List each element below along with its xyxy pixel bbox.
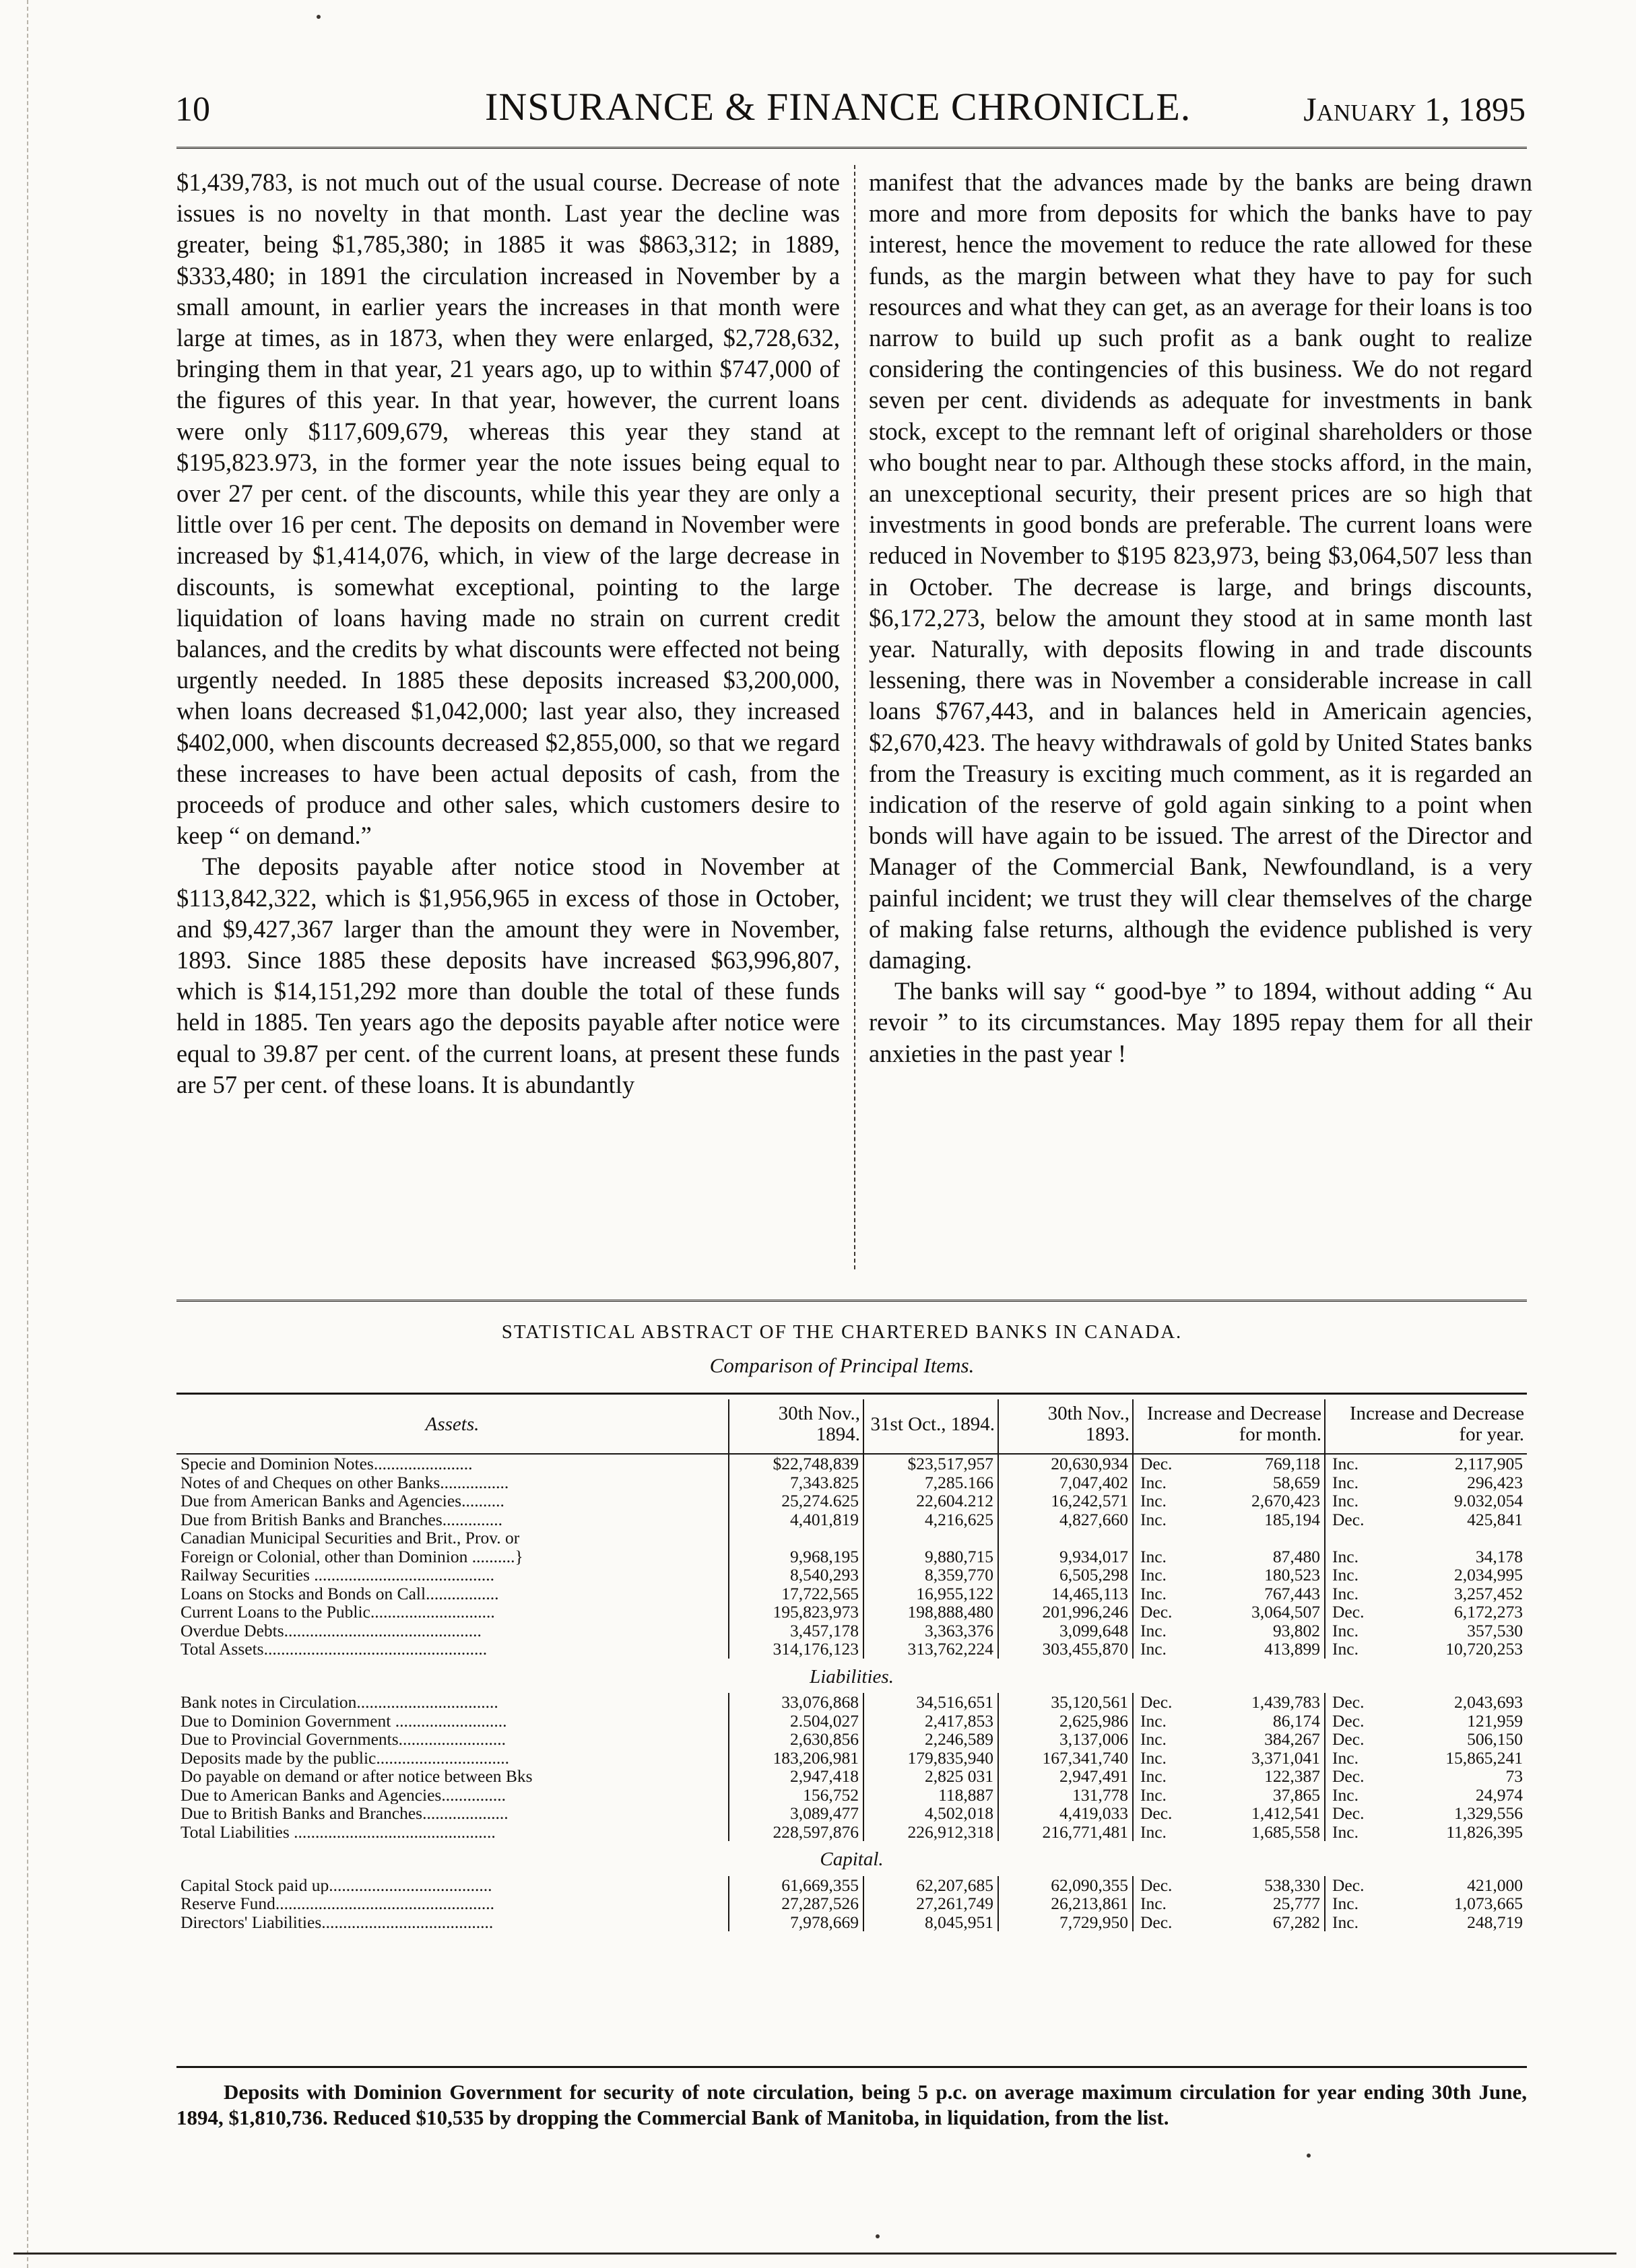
table-cell-month-direction: Dec.: [1133, 1603, 1190, 1622]
table-cell-year-direction: Inc.: [1325, 1622, 1382, 1640]
table-cell-nov-1894: 27,287,526: [729, 1894, 863, 1913]
table-cell-nov-1893: 6,505,298: [998, 1566, 1133, 1585]
table-cell-nov-1894: 156,752: [729, 1786, 863, 1805]
table-cell-month-direction: Inc.: [1133, 1730, 1190, 1749]
table-subtitle: Comparison of Principal Items.: [709, 1354, 975, 1377]
table-cell-year-direction: Dec.: [1325, 1693, 1382, 1712]
table-cell-oct-1894: 313,762,224: [863, 1640, 998, 1659]
table-row: [176, 1804, 1527, 1823]
table-cell-nov-1893: 167,341,740: [998, 1749, 1133, 1768]
table-cell-nov-1893: 35,120,561: [998, 1693, 1133, 1712]
table-cell-year-amount: 425,841: [1467, 1510, 1524, 1529]
table-cell-month-direction: Dec.: [1133, 1454, 1190, 1473]
table-cell-year-direction: Inc.: [1325, 1454, 1382, 1473]
table-row: [176, 1640, 1527, 1659]
table-cell-month-amount: 122,387: [1264, 1767, 1321, 1786]
table-cell-nov-1894: 195,823,973: [729, 1603, 863, 1622]
table-cell-item: Due to Dominion Government ..........................: [181, 1711, 507, 1730]
table-title: STATISTICAL ABSTRACT OF THE CHARTERED BANKS IN CANADA.: [501, 1321, 1183, 1343]
table-cell-month-direction: Inc.: [1133, 1547, 1190, 1566]
table-cell-nov-1893: 7,047,402: [998, 1473, 1133, 1492]
table-cell-month-direction: Inc.: [1133, 1492, 1190, 1510]
table-row: [176, 1876, 1527, 1895]
table-cell-month-direction: Inc.: [1133, 1585, 1190, 1603]
table-cell-year-amount: 1,329,556: [1454, 1804, 1524, 1823]
table-cell-year-amount: 24,974: [1475, 1785, 1524, 1804]
table-body: [176, 1454, 1527, 1931]
table-section-heading: [176, 1841, 1527, 1876]
table-cell-nov-1894: 4,401,819: [729, 1510, 863, 1529]
table-cell-oct-1894: 8,359,770: [863, 1566, 998, 1585]
table-cell-item: Loans on Stocks and Bonds on Call.................: [181, 1584, 499, 1603]
table-cell-nov-1893: 16,242,571: [998, 1492, 1133, 1510]
table-cell-month-direction: Inc.: [1133, 1894, 1190, 1913]
table-cell-item: Due to Provincial Governments.........................: [181, 1730, 506, 1749]
table-cell-nov-1894: 3,089,477: [729, 1804, 863, 1823]
table-cell-month-amount: [1190, 1529, 1325, 1547]
table-cell-item: Reserve Fund...................................................: [181, 1894, 495, 1913]
table-cell-nov-1893: 7,729,950: [998, 1913, 1133, 1932]
table-top-rule: [176, 1393, 1527, 1395]
table-cell-item: Due to British Banks and Branches....................: [181, 1804, 509, 1823]
table-cell-month-amount: 58,659: [1272, 1473, 1321, 1492]
table-row: [176, 1786, 1527, 1805]
table-cell-year-amount: 296,423: [1467, 1473, 1524, 1492]
statistics-table: [176, 1399, 1527, 1931]
table-cell-month-direction: Inc.: [1133, 1749, 1190, 1768]
table-row: [176, 1492, 1527, 1510]
table-cell-nov-1894: 314,176,123: [729, 1640, 863, 1659]
table-cell-item: Due to American Banks and Agencies...............: [181, 1785, 506, 1804]
table-cell-item: Notes of and Cheques on other Banks................: [181, 1473, 509, 1492]
table-cell-year-amount: 6,172,273: [1454, 1603, 1524, 1622]
table-cell-nov-1894: 7,978,669: [729, 1913, 863, 1932]
table-cell-oct-1894: 226,912,318: [863, 1823, 998, 1842]
table-cell-item: Due from British Banks and Branches..............: [181, 1510, 503, 1529]
table-cell-year-direction: [1325, 1529, 1382, 1547]
table-cell-month-amount: 767,443: [1264, 1584, 1321, 1603]
table-cell-year-direction: Inc.: [1325, 1473, 1382, 1492]
table-cell-oct-1894: 2,246,589: [863, 1730, 998, 1749]
section-rule: [176, 1300, 1527, 1304]
table-cell-year-amount: 121,959: [1467, 1711, 1524, 1730]
table-cell-month-amount: 1,439,783: [1251, 1693, 1321, 1712]
table-cell-month-direction: Inc.: [1133, 1566, 1190, 1585]
table-cell-year-direction: Dec.: [1325, 1510, 1382, 1529]
table-cell-year-direction: Inc.: [1325, 1547, 1382, 1566]
table-cell-oct-1894: 34,516,651: [863, 1693, 998, 1712]
table-cell-nov-1893: 20,630,934: [998, 1454, 1133, 1473]
header-nov-1893: 30th Nov., 1893.: [998, 1399, 1133, 1454]
table-cell-nov-1894: 228,597,876: [729, 1823, 863, 1842]
table-cell-month-amount: 1,685,558: [1251, 1822, 1321, 1841]
table-cell-item: Overdue Debts..............................................: [181, 1621, 482, 1640]
table-cell-nov-1893: 216,771,481: [998, 1823, 1133, 1842]
table-cell-year-direction: Dec.: [1325, 1712, 1382, 1731]
header-oct-1894: 31st Oct., 1894.: [863, 1399, 998, 1454]
table-cell-item: Due from American Banks and Agencies..........: [181, 1492, 504, 1510]
table-cell-month-amount: 180,523: [1264, 1566, 1321, 1585]
table-cell-year-amount: 3,257,452: [1454, 1584, 1524, 1603]
table-cell-month-amount: 3,371,041: [1251, 1748, 1321, 1767]
page-header: [162, 84, 1526, 138]
table-cell-item: Do payable on demand or after notice between Bks: [181, 1767, 533, 1786]
section-label: Capital.: [820, 1848, 884, 1870]
publication-title: INSURANCE & FINANCE CHRONICLE.: [485, 85, 1191, 129]
table-cell-year-amount: 248,719: [1467, 1912, 1524, 1931]
table-cell-nov-1894: 7,343.825: [729, 1473, 863, 1492]
table-cell-month-direction: Dec.: [1133, 1876, 1190, 1895]
table-cell-month-amount: 25,777: [1272, 1894, 1321, 1913]
table-cell-oct-1894: 2,417,853: [863, 1712, 998, 1731]
table-row: [176, 1730, 1527, 1749]
table-cell-year-amount: 1,073,665: [1454, 1894, 1524, 1913]
table-cell-year-direction: Inc.: [1325, 1894, 1382, 1913]
table-cell-nov-1893: 2,947,491: [998, 1767, 1133, 1786]
table-cell-item: Foreign or Colonial, other than Dominion ..........}: [181, 1547, 523, 1566]
table-cell-month-amount: 185,194: [1264, 1510, 1321, 1529]
table-cell-nov-1894: 9,968,195: [729, 1547, 863, 1566]
table-cell-year-amount: 506,150: [1467, 1730, 1524, 1749]
table-cell-month-direction: Inc.: [1133, 1767, 1190, 1786]
table-cell-month-amount: 3,064,507: [1251, 1603, 1321, 1622]
table-cell-nov-1893: 26,213,861: [998, 1894, 1133, 1913]
table-footnote: Deposits with Dominion Government for security of note circulation, being 5 p.c. on average maximum circulation for year ending 30th June, 1894, $1,810,736. Reduced $10,535 by dropping the Commercial Bank of Manitoba, in liquidation, from the list.: [176, 2080, 1527, 2129]
table-row: [176, 1510, 1527, 1529]
table-cell-year-direction: Inc.: [1325, 1640, 1382, 1659]
table-cell-month-amount: 93,802: [1272, 1621, 1321, 1640]
table-cell-year-amount: 11,826,395: [1446, 1822, 1524, 1841]
table-cell-month-amount: 413,899: [1264, 1640, 1321, 1659]
table-cell-month-amount: 384,267: [1264, 1730, 1321, 1749]
table-cell-year-amount: 10,720,253: [1445, 1640, 1524, 1659]
table-cell-month-amount: 1,412,541: [1251, 1804, 1321, 1823]
article-right-column: [869, 167, 1532, 1265]
table-row: [176, 1603, 1527, 1622]
ink-speck: [317, 15, 321, 19]
table-cell-nov-1894: 8,540,293: [729, 1566, 863, 1585]
table-cell-year-amount: 34,178: [1475, 1547, 1524, 1566]
table-cell-oct-1894: [863, 1529, 998, 1547]
table-cell-year-amount: 357,530: [1467, 1621, 1524, 1640]
table-cell-oct-1894: 27,261,749: [863, 1894, 998, 1913]
table-cell-nov-1894: 3,457,178: [729, 1622, 863, 1640]
table-cell-year-amount: 9.032,054: [1454, 1492, 1524, 1510]
table-cell-month-direction: Inc.: [1133, 1622, 1190, 1640]
table-cell-item: Canadian Municipal Securities and Brit., Prov. or: [181, 1529, 520, 1547]
table-cell-year-direction: Dec.: [1325, 1876, 1382, 1895]
table-cell-nov-1894: 25,274.625: [729, 1492, 863, 1510]
table-row: [176, 1712, 1527, 1731]
ink-speck: [876, 2234, 880, 2238]
table-row: [176, 1622, 1527, 1640]
table-cell-oct-1894: 2,825 031: [863, 1767, 998, 1786]
table-cell-oct-1894: 118,887: [863, 1786, 998, 1805]
article-paragraph: The deposits payable after notice stood in November at $113,842,322, which is $1,956,965 in excess of those in October, and $9,427,367 larger than the amount they were in November, 1893. Since 1885 these deposits have increased $63,996,807, which is $14,151,292 more than double the total of these funds held in 1885. Ten years ago the deposits payable after notice were equal to 39.87 per cent. of the current loans, at present these funds are 57 per cent. of these loans. It is abundantly: [176, 853, 840, 1098]
table-cell-month-amount: 769,118: [1265, 1454, 1321, 1473]
table-cell-year-direction: Inc.: [1325, 1585, 1382, 1603]
table-row: [176, 1529, 1527, 1547]
table-row: [176, 1473, 1527, 1492]
table-row: [176, 1547, 1527, 1566]
table-cell-month-direction: Dec.: [1133, 1693, 1190, 1712]
table-row: [176, 1566, 1527, 1585]
table-cell-year-direction: Inc.: [1325, 1566, 1382, 1585]
table-cell-month-direction: Dec.: [1133, 1913, 1190, 1932]
table-row: [176, 1585, 1527, 1603]
table-section-heading: [176, 1659, 1527, 1694]
table-row: [176, 1823, 1527, 1842]
table-cell-nov-1893: 4,419,033: [998, 1804, 1133, 1823]
scan-margin-edge: [0, 0, 28, 2268]
table-cell-nov-1893: [998, 1529, 1133, 1547]
table-cell-oct-1894: 9,880,715: [863, 1547, 998, 1566]
header-year-change: Increase and Decrease for year.: [1325, 1399, 1527, 1454]
table-cell-nov-1893: 14,465,113: [998, 1585, 1133, 1603]
table-cell-month-amount: 67,282: [1272, 1912, 1321, 1931]
table-cell-year-amount: 2,043,693: [1454, 1693, 1524, 1712]
table-cell-month-direction: [1133, 1529, 1190, 1547]
table-cell-month-direction: Inc.: [1133, 1473, 1190, 1492]
table-cell-oct-1894: 4,502,018: [863, 1804, 998, 1823]
table-cell-nov-1893: 3,137,006: [998, 1730, 1133, 1749]
table-cell-nov-1894: 183,206,981: [729, 1749, 863, 1768]
table-cell-oct-1894: 4,216,625: [863, 1510, 998, 1529]
section-label: Liabilities.: [810, 1665, 894, 1688]
table-cell-nov-1893: 131,778: [998, 1786, 1133, 1805]
header-month-change: Increase and Decrease for month.: [1133, 1399, 1325, 1454]
table-cell-year-amount: 2,117,905: [1454, 1454, 1524, 1473]
column-divider: [854, 165, 855, 1269]
table-cell-oct-1894: 62,207,685: [863, 1876, 998, 1895]
header-nov-1894: 30th Nov., 1894.: [729, 1399, 863, 1454]
table-cell-item: Current Loans to the Public.............................: [181, 1603, 495, 1622]
table-cell-nov-1894: 17,722,565: [729, 1585, 863, 1603]
article-paragraph: $1,439,783, is not much out of the usual course. Decrease of note issues is no novelty in that month. Last year the decline was greater, being $1,785,380; in 1885 it was $863,312; in 1889, $333,480; in 1891 the circulation increased in November by a small amount, in earlier years the increases in that month were large at times, as in 1873, when they were enlarged, $2,728,632, bringing them in that year, 21 years ago, up to within $747,000 of the figures of this year. In that year, however, the current loans were only $117,609,679, whereas this year they stand at $195,823.973, in the former year the note issues being equal to over 27 per cent. of the discounts, while this year they are only a little over 16 per cent. The deposits on demand in November were increased by $1,414,076, which, in view of the large decrease in discounts, is somewhat exceptional, pointing to the large liquidation of loans having made no strain on current credit balances, and the credits by what discounts were effected not being urgently needed. In 1885 these deposits increased $3,200,000, when loans decreased $1,042,000; last year also, they increased $402,000, when discounts decreased $2,855,000, so that we regard these increases to have been actual deposits of cash, from the proceeds of produce and other sales, which customers desire to keep “ on demand.”: [176, 168, 840, 850]
table-cell-item: Bank notes in Circulation.................................: [181, 1693, 498, 1712]
table-cell-year-direction: Dec.: [1325, 1603, 1382, 1622]
article-left-column: [176, 167, 840, 1265]
table-cell-nov-1893: 9,934,017: [998, 1547, 1133, 1566]
table-cell-oct-1894: 198,888,480: [863, 1603, 998, 1622]
issue-date: January 1, 1895: [1303, 90, 1526, 128]
table-cell-month-direction: Inc.: [1133, 1510, 1190, 1529]
table-cell-item: Total Assets....................................................: [181, 1640, 488, 1659]
table-cell-nov-1894: 2,947,418: [729, 1767, 863, 1786]
table-cell-year-direction: Dec.: [1325, 1767, 1382, 1786]
header-assets: Assets.: [176, 1399, 729, 1454]
table-row: [176, 1894, 1527, 1913]
table-cell-nov-1893: 3,099,648: [998, 1622, 1133, 1640]
table-cell-month-amount: 87,480: [1272, 1547, 1321, 1566]
table-cell-oct-1894: 16,955,122: [863, 1585, 998, 1603]
table-bottom-rule: [176, 2066, 1527, 2068]
table-cell-year-amount: 15,865,241: [1445, 1748, 1524, 1767]
table-cell-oct-1894: $23,517,957: [863, 1454, 998, 1473]
table-cell-month-amount: 2,670,423: [1251, 1492, 1321, 1510]
table-cell-month-direction: Inc.: [1133, 1712, 1190, 1731]
table-cell-oct-1894: 3,363,376: [863, 1622, 998, 1640]
table-header-row: [176, 1399, 1527, 1454]
table-row: [176, 1767, 1527, 1786]
table-cell-month-amount: 538,330: [1264, 1875, 1321, 1894]
table-cell-month-direction: Inc.: [1133, 1786, 1190, 1805]
table-cell-year-amount: 73: [1505, 1767, 1524, 1786]
table-cell-year-amount: 2,034,995: [1454, 1566, 1524, 1585]
table-cell-month-amount: 86,174: [1272, 1711, 1321, 1730]
table-cell-nov-1893: 201,996,246: [998, 1603, 1133, 1622]
table-cell-month-direction: Inc.: [1133, 1823, 1190, 1842]
table-cell-item: Railway Securities ..........................................: [181, 1566, 495, 1585]
table-cell-oct-1894: 179,835,940: [863, 1749, 998, 1768]
table-cell-year-direction: Dec.: [1325, 1730, 1382, 1749]
article-paragraph: manifest that the advances made by the banks are being drawn more and more from deposits for which the banks have to pay interest, hence the movement to reduce the rate allowed for these funds, as the margin between what they have to pay for such resources and what they can get, as an average for their loans is too narrow to build up such profit as a bank ought to realize considering the contingencies of this business. We do not regard seven per cent. dividends as adequate for investments in bank stock, except to the remnant left of original shareholders or those who bought near to par. Although these stocks afford, in the main, an unexceptional security, their present prices are so high that investments in good bonds are preferable. The current loans were reduced in November to $195 823,973, being $3,064,507 less than in October. The decrease is large, and brings discounts, $6,172,273, below the amount they stood at in same month last year. Naturally, with deposits flowing in and trade discounts lessening, there was in November a considerable increase in call loans $767,443, and in balances held in Americain agencies, $2,670,423. The heavy withdrawals of gold by United States banks from the Treasury is exciting much comment, as it is regarded an indication of the reserve of gold again sinking to a point when bonds will have again to be issued. The arrest of the Director and Manager of the Commercial Bank, Newfoundland, is a very painful incident; we trust they will clear themselves of the charge of making false returns, although the evidence published is very damaging.: [869, 168, 1532, 974]
article-paragraph: The banks will say “ good-bye ” to 1894, without adding “ Au revoir ” to its circumstances. May 1895 repay them for all their anxieties in the past year !: [869, 977, 1532, 1067]
table-row: [176, 1454, 1527, 1473]
table-cell-nov-1894: [729, 1529, 863, 1547]
table-cell-year-amount: [1382, 1529, 1527, 1547]
table-cell-oct-1894: 8,045,951: [863, 1913, 998, 1932]
table-cell-month-amount: 37,865: [1272, 1785, 1321, 1804]
table-cell-year-amount: 421,000: [1467, 1875, 1524, 1894]
table-cell-month-direction: Dec.: [1133, 1804, 1190, 1823]
table-cell-year-direction: Inc.: [1325, 1492, 1382, 1510]
table-cell-nov-1894: $22,748,839: [729, 1454, 863, 1473]
table-cell-oct-1894: 7,285.166: [863, 1473, 998, 1492]
ink-speck: [1307, 2154, 1311, 2158]
table-row: [176, 1913, 1527, 1932]
table-cell-year-direction: Inc.: [1325, 1749, 1382, 1768]
table-cell-item: Directors' Liabilities........................................: [181, 1912, 494, 1931]
table-cell-nov-1893: 62,090,355: [998, 1876, 1133, 1895]
table-cell-nov-1894: 61,669,355: [729, 1876, 863, 1895]
table-cell-nov-1893: 2,625,986: [998, 1712, 1133, 1731]
table-cell-item: Deposits made by the public...............................: [181, 1748, 509, 1767]
table-cell-nov-1894: 2.504,027: [729, 1712, 863, 1731]
table-cell-year-direction: Inc.: [1325, 1823, 1382, 1842]
table-cell-year-direction: Inc.: [1325, 1913, 1382, 1932]
page-number: 10: [175, 90, 210, 129]
scan-bottom-edge: [13, 2253, 1616, 2255]
table-cell-year-direction: Dec.: [1325, 1804, 1382, 1823]
table-cell-item: Capital Stock paid up......................................: [181, 1875, 492, 1894]
table-cell-oct-1894: 22,604.212: [863, 1492, 998, 1510]
table-cell-item: Specie and Dominion Notes.......................: [181, 1454, 473, 1473]
table-cell-month-direction: Inc.: [1133, 1640, 1190, 1659]
header-rule: [176, 147, 1527, 152]
table-row: [176, 1749, 1527, 1768]
table-cell-year-direction: Inc.: [1325, 1786, 1382, 1805]
table-cell-nov-1894: 2,630,856: [729, 1730, 863, 1749]
table-cell-nov-1894: 33,076,868: [729, 1693, 863, 1712]
table-cell-nov-1893: 4,827,660: [998, 1510, 1133, 1529]
table-row: [176, 1693, 1527, 1712]
table-cell-nov-1893: 303,455,870: [998, 1640, 1133, 1659]
table-cell-item: Total Liabilities ...............................................: [181, 1822, 496, 1841]
